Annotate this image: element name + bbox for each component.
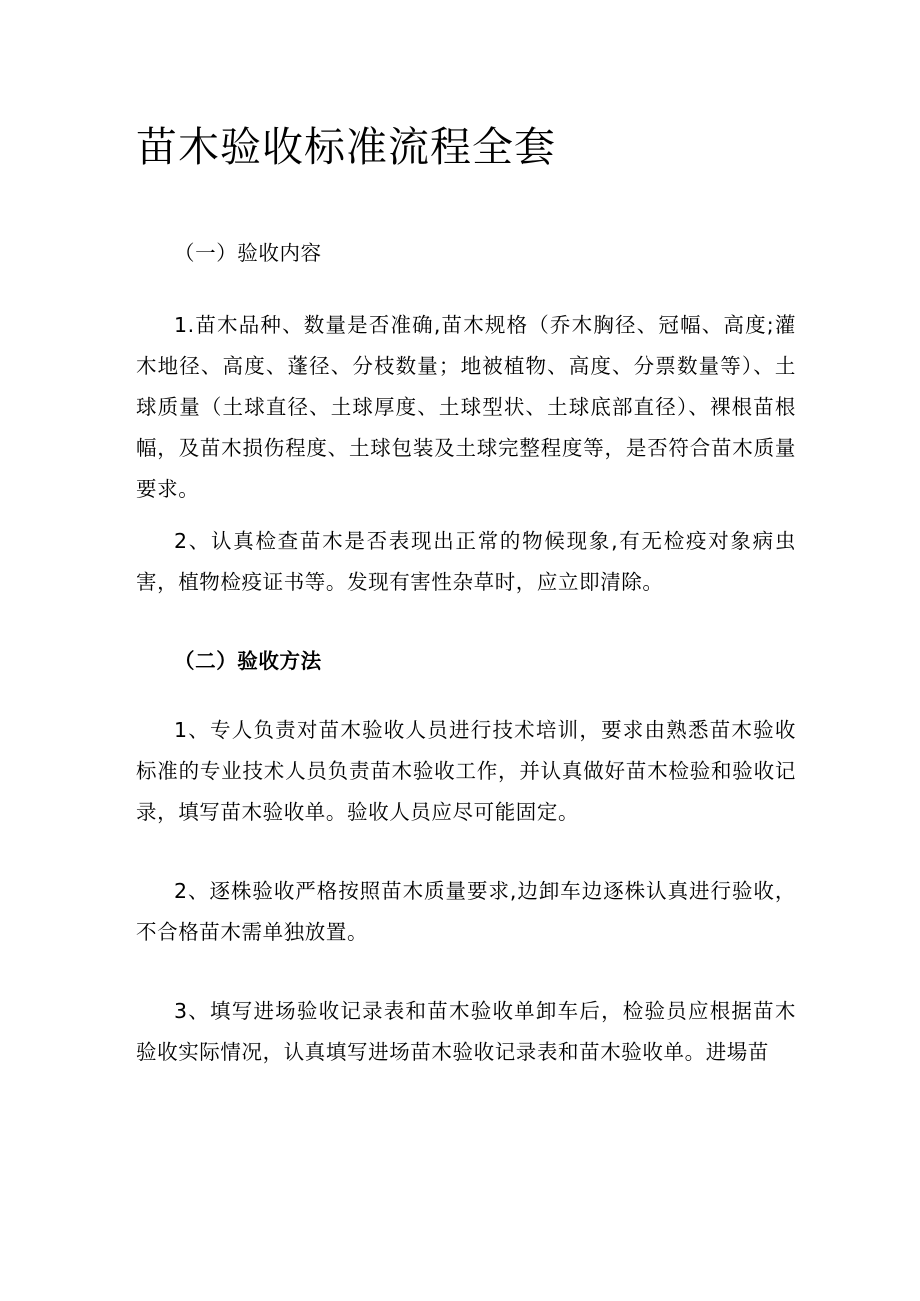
paragraph-method-3: 3、填写进场验收记录表和苗木验收单卸车后，检验员应根据苗木验收实际情况，认真填写进场苗木验收记录表和苗木验收单。进場苗 (136, 999, 796, 1064)
paragraph-method-2: 2、逐株验收严格按照苗木质量要求,边卸车边逐株认真进行验收，不合格苗木需单独放置。 (136, 879, 796, 944)
section-heading-content: （一）验收内容 (174, 241, 322, 265)
paragraph-content-1: 1.苗木品种、数量是否准确,苗木规格（乔木胸径、冠幅、高度;灌木地径、高度、蓬径、分枝数量；地被植物、高度、分票数量等）、土球质量（土球直径、土球厚度、土球型状、土球底部直径）、裸根苗根幅，及苗木损伤程度、土球包装及土球完整程度等，是否符合苗木质量要求。 (136, 313, 796, 501)
paragraph-content-2: 2、认真检查苗木是否表现出正常的物候现象,有无检疫对象病虫害，植物检疫证书等。发现有害性杂草时，应立即清除。 (136, 529, 796, 594)
page-title: 苗木验收标准流程全套 (136, 123, 556, 171)
paragraph-method-1: 1、专人负责对苗木验收人员进行技术培训，要求由熟悉苗木验收标准的专业技术人员负责苗木验收工作，并认真做好苗木检验和验收记录，填写苗木验收单。验收人员应尽可能固定。 (136, 718, 796, 824)
section-heading-method: （二）验收方法 (174, 649, 322, 673)
